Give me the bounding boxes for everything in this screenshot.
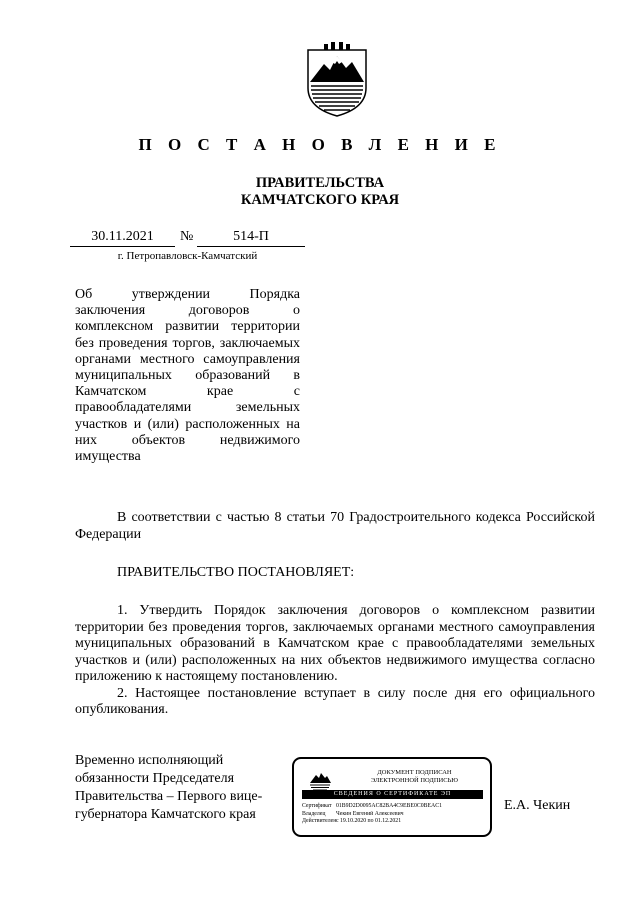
stamp-heading-line-2: ЭЛЕКТРОННОЙ ПОДПИСЬЮ bbox=[371, 777, 458, 784]
stamp-row-key: Действителен bbox=[302, 818, 337, 824]
issuing-authority bbox=[0, 175, 640, 209]
stamp-details bbox=[302, 803, 486, 826]
stamp-row bbox=[302, 803, 486, 811]
issue-city: г. Петропавловск-Камчатский bbox=[117, 250, 258, 262]
stamp-row-value: Чекин Евгений Алексеевич bbox=[336, 810, 404, 817]
number-sign: № bbox=[180, 229, 194, 244]
authority-line-2: КАМЧАТСКОГО КРАЯ bbox=[240, 192, 400, 208]
stamp-row-key: Сертификат bbox=[302, 803, 332, 809]
decree-statement bbox=[75, 565, 595, 582]
decree-item-1: 1. Утвердить Порядок заключения договоров о комплексном развитии территории без проведения торгов, заключаемых органами местного самоуправления муниципальных образований в Камчатском крае с правообладателями земельных участков и (или) расположенных на них объектов недвижимого имущества согласно приложению к настоящему постановлению. bbox=[75, 603, 595, 684]
electronic-signature-stamp bbox=[292, 757, 492, 837]
stamp-certificate-bar: СВЕДЕНИЯ О СЕРТИФИКАТЕ ЭП bbox=[302, 790, 483, 799]
basis-text: В соответствии с частью 8 статьи 70 Градостроительного кодекса Российской Федерации bbox=[75, 510, 595, 542]
position-line-4: губернатора Камчатского края bbox=[75, 807, 256, 822]
position-line-1: Временно исполняющий bbox=[75, 753, 224, 768]
signatory-position bbox=[75, 752, 285, 824]
stamp-row-value: 01B9D2D0095AC82BA4C9EBE0C0BEAC1 bbox=[336, 803, 442, 809]
stamp-heading bbox=[342, 769, 487, 785]
position-line-2: обязанности Председателя bbox=[75, 771, 235, 786]
position-line-3: Правительства – Первого вице- bbox=[75, 789, 263, 804]
signatory-name: Е.А. Чекин bbox=[504, 798, 571, 813]
decree-items bbox=[75, 603, 595, 719]
document-subject: Об утверждении Порядка заключения договоров о комплексном развитии территории без проведения торгов, заключаемых органами местного самоуправления муниципальных образований в Камчатском крае с правообладателями земельных участков и (или) расположенных на них объектов недвижимого имущества bbox=[75, 287, 300, 465]
stamp-row bbox=[302, 811, 486, 819]
stamp-emblem-icon bbox=[308, 769, 332, 791]
stamp-row bbox=[302, 818, 486, 826]
authority-line-1: ПРАВИТЕЛЬСТВА bbox=[255, 175, 385, 191]
stamp-row-key: Владелец bbox=[302, 810, 326, 817]
legal-basis bbox=[75, 510, 595, 543]
decree-text: ПРАВИТЕЛЬСТВО ПОСТАНОВЛЯЕТ: bbox=[117, 565, 355, 580]
document-date: 30.11.2021 bbox=[70, 229, 175, 247]
document-number: 514-П bbox=[197, 229, 305, 247]
decree-item-2: 2. Настоящее постановление вступает в силу после дня его официального опубликования. bbox=[75, 685, 595, 717]
coat-of-arms-emblem bbox=[302, 42, 372, 118]
stamp-row-value: с 19.10.2020 по 01.12.2021 bbox=[336, 818, 402, 824]
stamp-heading-line-1: ДОКУМЕНТ ПОДПИСАН bbox=[377, 769, 452, 776]
document-type-title: П О С Т А Н О В Л Е Н И Е bbox=[138, 135, 502, 154]
